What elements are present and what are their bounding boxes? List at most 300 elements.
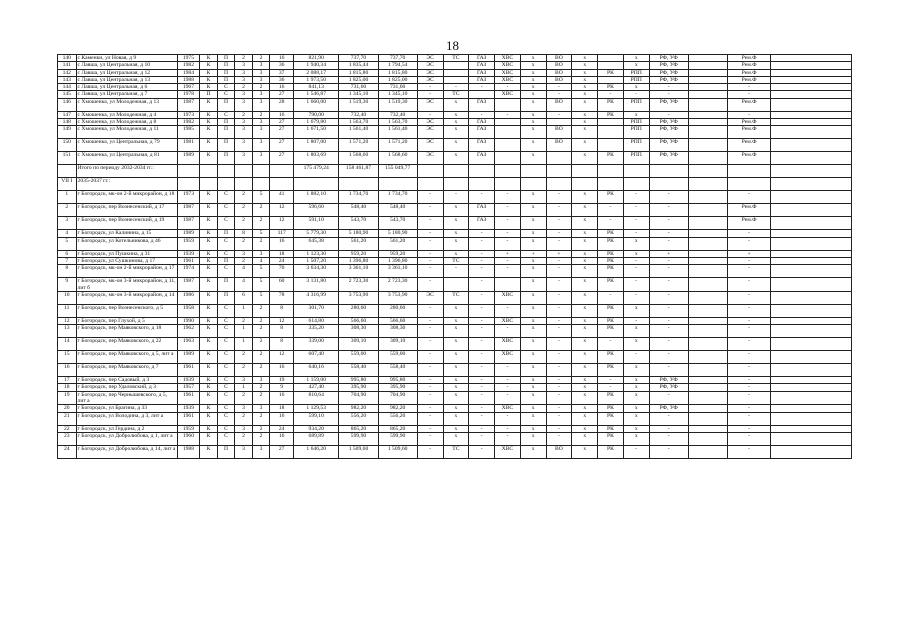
table-cell: 6 xyxy=(235,291,253,304)
table-cell: - xyxy=(469,317,495,324)
address-cell: г Богородск, ул Добролюбова, д 1, лит а xyxy=(76,432,177,445)
table-cell: - xyxy=(469,445,495,458)
table-cell: Рем.Ф xyxy=(727,62,770,69)
table-cell: 3 xyxy=(252,69,270,76)
row-number-cell: 20 xyxy=(58,405,77,412)
table-cell: х xyxy=(443,250,469,257)
table-cell: Рем.Ф xyxy=(727,204,770,217)
table-cell: К xyxy=(200,62,218,69)
table-cell: - xyxy=(727,257,770,264)
table-cell: ГАЗ xyxy=(469,217,495,230)
table-cell: Рем.Ф xyxy=(727,126,770,139)
address-cell: с Лавша, ул Центральная, д 10 xyxy=(76,62,177,69)
table-cell: К xyxy=(200,119,218,126)
table-cell: К xyxy=(200,317,218,324)
table-cell: 1 571,20 xyxy=(339,139,378,152)
table-cell: - xyxy=(727,265,770,278)
table-cell xyxy=(688,152,727,165)
address-cell: с Лавша, ул Центральная, д 7 xyxy=(76,91,177,98)
table-cell xyxy=(771,304,852,317)
table-cell: - xyxy=(417,111,443,118)
table-cell: ТС xyxy=(443,91,469,98)
table-row xyxy=(58,338,852,351)
table-cell: - xyxy=(469,391,495,405)
table-cell: х xyxy=(572,250,598,257)
table-cell: С xyxy=(217,364,235,377)
table-cell: х xyxy=(520,84,546,91)
table-cell: 2 xyxy=(252,204,270,217)
table-cell: 2 xyxy=(235,204,253,217)
table-cell xyxy=(771,425,852,432)
table-cell: 2 723,30 xyxy=(378,278,417,292)
table-cell: х xyxy=(572,204,598,217)
table-row xyxy=(58,405,852,412)
row-number-cell: 9 xyxy=(58,278,77,292)
table-cell: х xyxy=(623,62,649,69)
table-cell: П xyxy=(217,230,235,237)
table-cell: х xyxy=(572,432,598,445)
table-cell: х xyxy=(443,217,469,230)
table-cell xyxy=(771,432,852,445)
table-cell xyxy=(771,191,852,204)
table-cell: 3 xyxy=(252,405,270,412)
table-cell: 1985 xyxy=(177,126,200,139)
table-cell: ЭС xyxy=(417,291,443,304)
table-cell: 2 xyxy=(235,351,253,364)
row-number-cell: 14 xyxy=(58,338,77,351)
row-number-cell: 15 xyxy=(58,351,77,364)
table-cell: - xyxy=(417,230,443,237)
address-cell: г Богородск, пер Маяковского, д 7 xyxy=(76,364,177,377)
table-cell: х xyxy=(443,230,469,237)
table-cell: - xyxy=(727,325,770,338)
table-cell: - xyxy=(649,364,688,377)
table-cell: 596,60 xyxy=(294,204,339,217)
table-cell: 16 xyxy=(270,237,294,250)
table-cell: х xyxy=(520,98,546,111)
table-cell: 37 xyxy=(270,69,294,76)
table-cell xyxy=(688,250,727,257)
table-cell: - xyxy=(469,291,495,304)
table-cell: ХВС xyxy=(495,91,521,98)
table-cell: 3 xyxy=(235,405,253,412)
table-cell xyxy=(771,278,852,292)
table-cell xyxy=(649,165,688,178)
table-cell xyxy=(688,91,727,98)
address-cell: г Богородск, ул Гердина, д 2 xyxy=(76,425,177,432)
table-cell xyxy=(688,191,727,204)
table-cell: 607,40 xyxy=(294,351,339,364)
table-cell: - xyxy=(495,265,521,278)
table-cell: - xyxy=(649,191,688,204)
address-cell: г Богородск, мк-он 2-й микрорайон, д 18 xyxy=(76,191,177,204)
table-cell xyxy=(546,152,572,165)
table-cell: ГАЗ xyxy=(469,76,495,83)
table-cell: 41 xyxy=(270,191,294,204)
table-cell: 1 563,70 xyxy=(378,119,417,126)
table-cell: - xyxy=(727,338,770,351)
table-cell: - xyxy=(495,84,521,91)
table-cell: х xyxy=(572,152,598,165)
table-cell: 27 xyxy=(270,445,294,458)
table-cell: 810,64 xyxy=(294,391,339,405)
table-cell: 3 xyxy=(252,76,270,83)
row-number-cell: 16 xyxy=(58,364,77,377)
table-cell: 3 xyxy=(252,377,270,384)
table-cell: 2 xyxy=(235,237,253,250)
table-cell: РФ, УФ xyxy=(649,384,688,391)
table-cell xyxy=(688,391,727,405)
table-cell: К xyxy=(200,230,218,237)
table-cell: 3 xyxy=(235,98,253,111)
table-cell: х xyxy=(572,291,598,304)
table-cell: + xyxy=(727,250,770,257)
table-cell: 12 xyxy=(270,351,294,364)
table-cell: 2 xyxy=(235,364,253,377)
table-cell: х xyxy=(520,364,546,377)
table-cell: - xyxy=(469,265,495,278)
table-cell: - xyxy=(598,338,624,351)
table-cell: 2 xyxy=(252,217,270,230)
table-cell: ХВС xyxy=(495,76,521,83)
table-row xyxy=(58,412,852,425)
table-cell: 558,40 xyxy=(339,364,378,377)
table-cell xyxy=(294,178,339,191)
row-number-cell: 4 xyxy=(58,230,77,237)
table-cell: 3 xyxy=(235,250,253,257)
table-cell: 689,89 xyxy=(294,432,339,445)
table-cell: 4 316,99 xyxy=(294,291,339,304)
table-cell: С xyxy=(217,384,235,391)
table-cell: - xyxy=(417,204,443,217)
table-cell: - xyxy=(417,278,443,292)
table-cell xyxy=(771,91,852,98)
table-cell: х xyxy=(443,98,469,111)
row-number-cell: 5 xyxy=(58,237,77,250)
table-cell: 732,40 xyxy=(339,111,378,118)
address-cell: г Богородск, пер Вознесенский, д 17 xyxy=(76,204,177,217)
table-cell: - xyxy=(495,432,521,445)
table-cell: х xyxy=(623,237,649,250)
table-cell xyxy=(771,445,852,458)
table-cell: 1 xyxy=(235,304,253,317)
table-cell: х xyxy=(520,126,546,139)
table-cell xyxy=(771,384,852,391)
table-cell: РК xyxy=(598,69,624,76)
table-cell: 1 519,30 xyxy=(378,98,417,111)
table-cell xyxy=(771,84,852,91)
table-cell: 1 509,60 xyxy=(339,445,378,458)
address-cell: г Богородск, мк-он 3-й микрорайон, д 11, лит б xyxy=(77,278,176,291)
table-cell: П xyxy=(200,91,218,98)
table-cell: 704,90 xyxy=(339,391,378,405)
table-cell: - xyxy=(546,278,572,292)
table-cell: - xyxy=(495,257,521,264)
row-number-cell: 13 xyxy=(58,325,77,338)
table-cell: С xyxy=(217,204,235,217)
table-row xyxy=(58,291,852,304)
table-cell: + xyxy=(495,250,521,257)
table-cell: х xyxy=(443,317,469,324)
row-number-cell: 147 xyxy=(58,111,77,118)
table-cell xyxy=(378,178,417,191)
table-cell xyxy=(495,126,521,139)
table-cell: - xyxy=(469,425,495,432)
table-cell: 599,90 xyxy=(378,432,417,445)
table-cell: 2 xyxy=(252,351,270,364)
table-cell: С xyxy=(217,391,235,405)
table-cell: 1 835,44 xyxy=(339,62,378,69)
table-cell: 5 xyxy=(252,191,270,204)
table-cell: РК xyxy=(598,84,624,91)
table-cell xyxy=(771,152,852,165)
table-cell: ГАЗ xyxy=(469,152,495,165)
table-cell xyxy=(727,178,770,191)
table-cell xyxy=(339,178,378,191)
table-cell: С xyxy=(217,191,235,204)
table-cell: 18 xyxy=(270,405,294,412)
table-cell: - xyxy=(495,111,521,118)
table-cell: ВО xyxy=(546,55,572,62)
table-cell: - xyxy=(417,412,443,425)
address-cell: г Богородск, мк-он 2-й микрорайон, д 17 xyxy=(76,265,177,278)
table-cell: 27 xyxy=(270,119,294,126)
table-cell xyxy=(771,391,852,405)
table-cell xyxy=(688,425,727,432)
table-cell: + xyxy=(520,250,546,257)
table-cell: 60 xyxy=(270,278,294,292)
table-cell: 543,70 xyxy=(339,217,378,230)
table-cell: С xyxy=(217,250,235,257)
table-cell: 1 815,80 xyxy=(339,69,378,76)
table-cell: 5 180,90 xyxy=(339,230,378,237)
table-row xyxy=(58,55,852,62)
table-cell: - xyxy=(649,111,688,118)
table-cell: 27 xyxy=(270,91,294,98)
table-row xyxy=(58,317,852,324)
table-cell: х xyxy=(623,432,649,445)
table-cell: х xyxy=(520,230,546,237)
table-cell: П xyxy=(217,55,235,62)
table-cell: - xyxy=(727,412,770,425)
table-cell: 1987 xyxy=(177,217,200,230)
table-cell: - xyxy=(623,257,649,264)
table-cell: - xyxy=(417,384,443,391)
table-cell xyxy=(688,257,727,264)
table-cell: - xyxy=(469,338,495,351)
table-cell: х xyxy=(572,237,598,250)
table-cell: - xyxy=(546,217,572,230)
table-cell: 2 xyxy=(252,84,270,91)
table-cell xyxy=(771,126,852,139)
table-cell: х xyxy=(623,425,649,432)
table-cell: РФ, УФ xyxy=(649,76,688,83)
table-cell: х xyxy=(623,384,649,391)
table-cell: - xyxy=(546,91,572,98)
table-cell: х xyxy=(572,265,598,278)
table-cell xyxy=(771,217,852,230)
table-cell: - xyxy=(469,405,495,412)
table-cell: - xyxy=(546,191,572,204)
table-cell: 2 xyxy=(252,325,270,338)
table-cell: - xyxy=(417,191,443,204)
table-cell: - xyxy=(417,257,443,264)
table-cell: РК xyxy=(598,98,624,111)
table-cell: - xyxy=(623,204,649,217)
table-cell: К xyxy=(200,152,218,165)
table-cell: К xyxy=(200,204,218,217)
row-number-cell: 149 xyxy=(58,126,77,139)
table-cell: х xyxy=(443,377,469,384)
table-cell xyxy=(200,178,218,191)
table-cell xyxy=(443,76,469,83)
row-number-cell: 23 xyxy=(58,432,77,445)
table-cell: 3 753,90 xyxy=(378,291,417,304)
table-cell: - xyxy=(727,364,770,377)
address-cell: г Богородск, ул Добролюбова, д 14, лит а xyxy=(76,445,177,458)
table-cell: х xyxy=(520,257,546,264)
table-cell xyxy=(469,178,495,191)
page-number: 18 xyxy=(446,38,459,53)
table-cell: 1987 xyxy=(177,278,200,292)
table-cell: х xyxy=(443,405,469,412)
table-cell: х xyxy=(623,405,649,412)
table-cell: Рем.Ф xyxy=(727,98,770,111)
table-row xyxy=(58,119,852,126)
table-cell: 175 479,24 xyxy=(294,165,339,178)
table-cell xyxy=(771,69,852,76)
table-cell xyxy=(443,178,469,191)
table-cell: 1 xyxy=(235,325,253,338)
table-cell: ВО xyxy=(546,76,572,83)
table-cell: - xyxy=(623,191,649,204)
table-cell: 982,20 xyxy=(339,405,378,412)
table-cell: 559,00 xyxy=(339,351,378,364)
table-cell: х xyxy=(520,204,546,217)
table-cell: - xyxy=(495,237,521,250)
table-cell: - xyxy=(546,377,572,384)
table-cell: П xyxy=(217,445,235,458)
table-row xyxy=(58,191,852,204)
table-cell: - xyxy=(495,384,521,391)
table-cell: 841,13 xyxy=(294,84,339,91)
table-cell: 2 xyxy=(235,84,253,91)
table-cell: 1961 xyxy=(177,412,200,425)
table-cell: 1987 xyxy=(177,98,200,111)
table-cell: 117 xyxy=(270,230,294,237)
table-cell: П xyxy=(217,98,235,111)
table-cell: 3 xyxy=(252,152,270,165)
table-cell: ВО xyxy=(546,98,572,111)
table-cell: С xyxy=(217,351,235,364)
table-cell: ГАЗ xyxy=(469,119,495,126)
table-cell: 2 xyxy=(252,425,270,432)
table-cell: 1987 xyxy=(177,204,200,217)
table-cell: 427,40 xyxy=(294,384,339,391)
table-cell xyxy=(598,165,624,178)
address-cell: г Богородск, пер Удаловский, д 3 xyxy=(76,384,177,391)
table-cell: 1 734,70 xyxy=(339,191,378,204)
table-cell: 1 794,54 xyxy=(378,62,417,69)
table-cell: х xyxy=(443,391,469,405)
table-cell: + xyxy=(649,250,688,257)
table-cell: П xyxy=(217,76,235,83)
table-cell xyxy=(771,178,852,191)
table-cell xyxy=(688,364,727,377)
table-cell: 3 xyxy=(252,98,270,111)
table-cell xyxy=(688,265,727,278)
table-cell: 1 xyxy=(235,384,253,391)
table-cell: - xyxy=(546,405,572,412)
table-cell xyxy=(688,412,727,425)
row-number-cell xyxy=(58,165,77,178)
table-cell: - xyxy=(469,364,495,377)
table-row xyxy=(58,257,852,264)
table-cell xyxy=(771,98,852,111)
table-cell: 2 xyxy=(235,217,253,230)
table-cell: х xyxy=(572,445,598,458)
table-cell: х xyxy=(572,338,598,351)
table-cell: ЭС xyxy=(417,139,443,152)
table-cell: 395,90 xyxy=(378,384,417,391)
table-cell: 959,20 xyxy=(339,250,378,257)
table-cell: 2 xyxy=(235,257,253,264)
table-cell: х xyxy=(572,325,598,338)
table-cell: Рем.Ф xyxy=(727,119,770,126)
table-cell: К xyxy=(200,445,218,458)
table-cell xyxy=(252,165,270,178)
table-cell: К xyxy=(200,191,218,204)
table-cell: 24 xyxy=(270,257,294,264)
table-cell: х xyxy=(443,425,469,432)
table-cell xyxy=(771,230,852,237)
table-cell: - xyxy=(495,377,521,384)
table-cell: 27 xyxy=(270,152,294,165)
table-cell: - xyxy=(727,317,770,324)
table-cell xyxy=(235,178,253,191)
table-cell: х xyxy=(623,84,649,91)
address-cell: с Хмошенка, ул Молодежная, д 4 xyxy=(76,111,177,118)
table-cell: ХВС xyxy=(495,351,521,364)
table-cell: х xyxy=(623,391,649,405)
table-cell: х xyxy=(572,126,598,139)
table-cell: х xyxy=(520,445,546,458)
table-cell xyxy=(771,325,852,338)
table-cell xyxy=(688,111,727,118)
table-cell: - xyxy=(649,257,688,264)
table-cell: 16 xyxy=(270,364,294,377)
table-cell xyxy=(443,278,469,292)
table-cell xyxy=(688,84,727,91)
row-number-cell: 8 xyxy=(58,265,77,278)
table-cell xyxy=(270,165,294,178)
table-cell: 4 xyxy=(252,257,270,264)
table-cell: - xyxy=(469,84,495,91)
table-cell: - xyxy=(623,217,649,230)
table-cell: К xyxy=(200,338,218,351)
table-cell: х xyxy=(443,364,469,377)
table-cell: х xyxy=(520,338,546,351)
table-cell: - xyxy=(598,91,624,98)
table-cell: х xyxy=(520,111,546,118)
table-cell: - xyxy=(649,84,688,91)
table-cell xyxy=(688,405,727,412)
table-cell: 5 xyxy=(252,265,270,278)
table-cell: 737,70 xyxy=(378,55,417,62)
table-cell: РК xyxy=(598,250,624,257)
table-cell xyxy=(688,338,727,351)
table-cell: - xyxy=(727,111,770,118)
